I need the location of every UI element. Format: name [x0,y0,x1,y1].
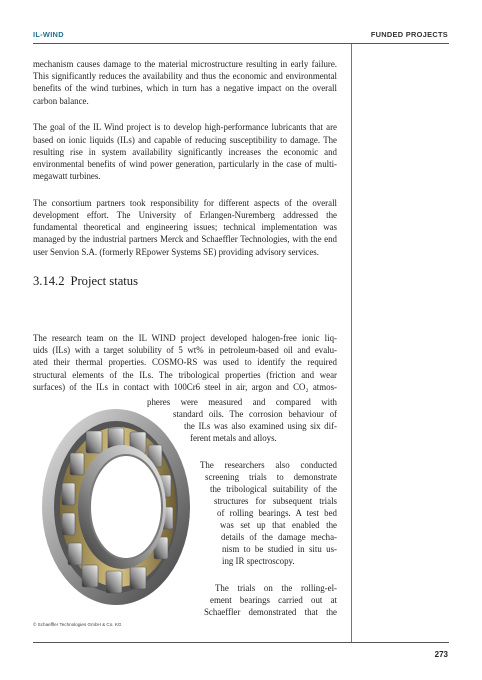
status-text-line: Schaeffler demonstrated that the [204,607,337,617]
status-text-line: standard oils. The corrosion behaviour of [173,409,337,419]
section-title: Project status [70,273,138,288]
page-number: 273 [434,650,448,659]
project-status-text [33,332,337,393]
status-text-line: nism to be studied in situ us- [222,544,337,554]
status-text-line: structures for subsequent trials [214,496,337,506]
section-heading [33,274,337,289]
status-text-line: of rolling bearings. A test bed [217,508,337,518]
status-text-line: the tribological suitability of the [210,484,337,494]
status-text-line: uids (ILs) with a target solubility of 5 wt% in petroleum-based oil and evalu- [33,345,337,356]
status-text-line: was set up that enabled the [220,520,337,530]
status-text-line: ated their thermal properties. COSMO-RS was used to identify the required [33,357,337,368]
section-number: 3.14.2 [33,273,65,288]
status-text-line: The research team on the IL WIND project developed halogen-free ionic liq- [33,333,337,343]
status-text-line: The trials on the rolling-el- [215,583,337,593]
running-header-section: IL-WIND [33,30,64,39]
column-divider [351,44,352,642]
status-text-line: details of the damage mecha- [221,532,337,542]
status-text-line: ferent metals and alloys. [190,433,277,443]
paragraph-3: The consortium partners took responsibility for different aspects of the overall development effort. The University of Erlangen-Nuremberg addressed the fundamental theoretical and engineering issues; technical implementation was managed by the industrial partners Merck and Schaeffler Technologies, with the end user Senvion S.A. (formerly REpower Systems SE) providing advisory services. [33,197,337,257]
status-text-line: screening trials to demonstrate [205,472,337,482]
status-text-line: ement bearings carried out at [210,595,337,605]
status-text-line: pheres were measured and compared with [147,397,337,407]
status-text-line: The researchers also conducted [200,460,337,470]
status-text-line: surfaces) of the ILs in contact with 100Cr6 steel in air, argon and CO₂ atmos- [33,381,337,392]
footer-rule [33,642,449,643]
image-credit: © Schaeffler Technologies GmbH & Co. KG [33,622,122,627]
status-text-line: ing IR spectroscopy. [222,556,295,566]
status-text-line: the ILs was also examined using six dif- [184,421,337,431]
paragraph-1: mechanism causes damage to the material microstructure resulting in early failure. This significantly reduces the availability and thus the economic and environmental benefits of the wind turbines, which in turn has a negative impact on the overall carbon balance. [33,59,337,106]
roller-bearing-image [30,395,192,610]
running-header-chapter: FUNDED PROJECTS [370,30,448,39]
body-column [33,58,337,299]
header-rule [33,43,449,44]
paragraph-2: The goal of the IL Wind project is to develop high-performance lubricants that are based on ionic liquids (ILs) and capable of reducing susceptibility to damage. The resulting rise in system availability significantly increases the economic and environmental benefits of wind power generation, particularly in the case of multi-megawatt turbines. [33,122,337,182]
status-text-line: structural elements of the ILs. The tribological properties (friction and wear [33,369,337,380]
